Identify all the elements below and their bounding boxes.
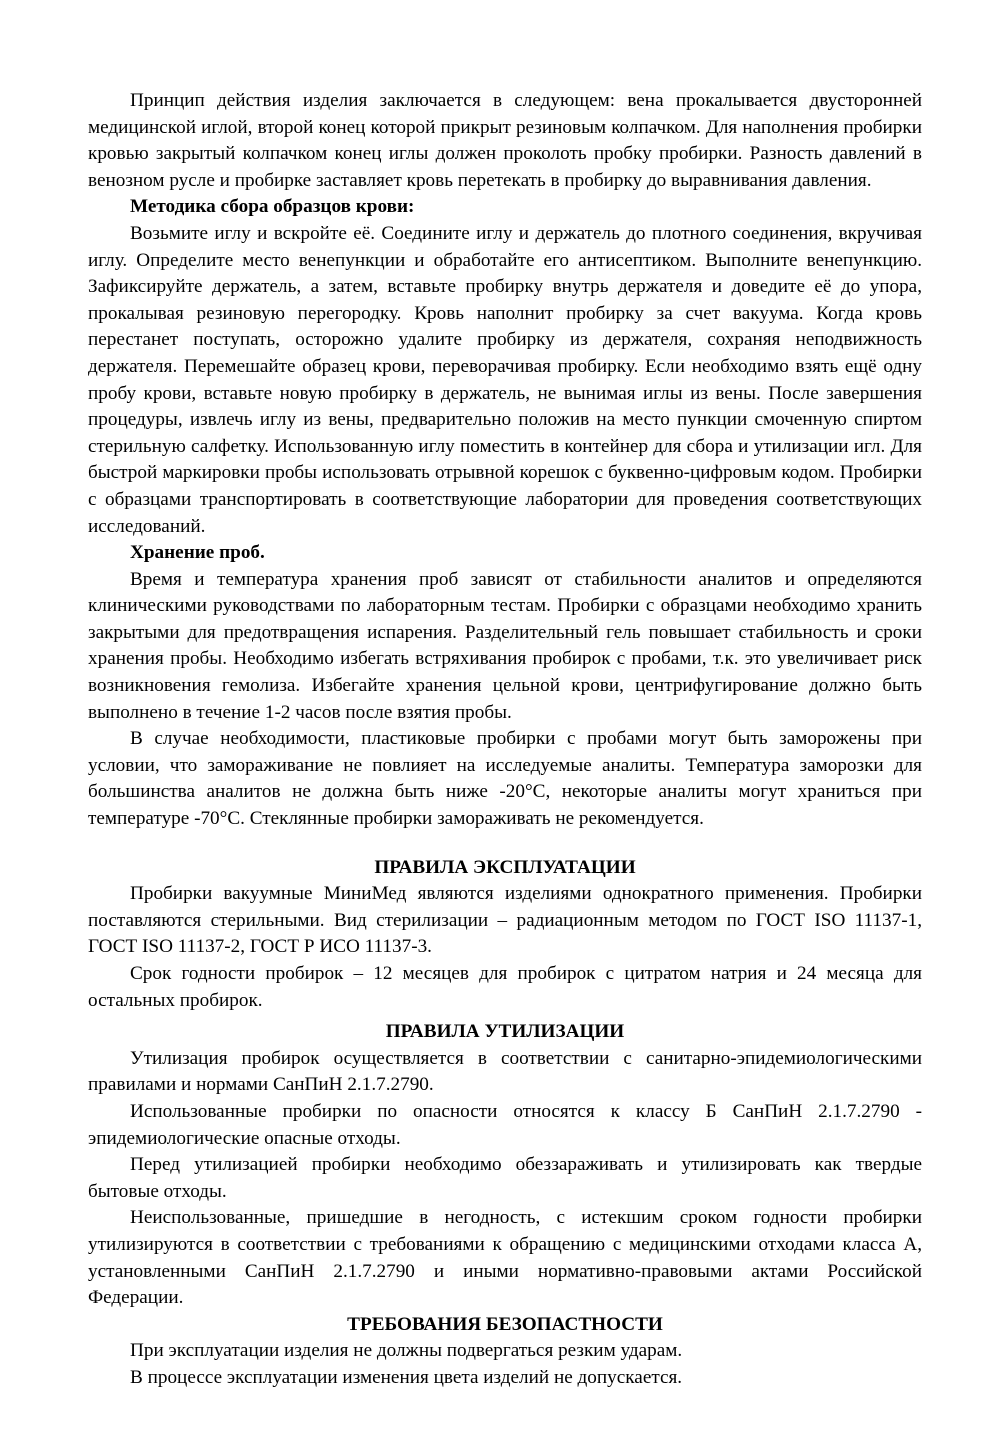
paragraph-storage-freezing: В случае необходимости, пластиковые пробирки с пробами могут быть заморожены при условии, что замораживание не повлияет на исследуемые аналиты. Температура заморозки для большинства аналитов не должна быть ниже -20°С, некоторые аналиты могут храниться при температуре -70°С. Стеклянные пробирки замораживать не рекомендуется.: [88, 728, 922, 830]
subheading-blood-sampling-method: Методика сбора образцов крови:: [130, 196, 415, 218]
paragraph-operation-shelf-life: Срок годности пробирок – 12 месяцев для пробирок с цитратом натрия и 24 месяца для остальных пробирок.: [88, 963, 922, 1011]
paragraph-principle: Принцип действия изделия заключается в следующем: вена прокалывается двусторонней медицинской иглой, второй конец которой прикрыт резиновым колпачком. Для наполнения пробирки кровью закрытый колпачком конец иглы должен проколоть пробку пробирки. Разность давлений в венозном русле и пробирке заставляет кровь перетекать в пробирку до выравнивания давления.: [88, 90, 922, 191]
paragraph-safety-impact: При эксплуатации изделия не должны подвергаться резким ударам.: [130, 1340, 683, 1362]
paragraph-blood-sampling-method: Возьмите иглу и вскройте её. Соедините иглу и держатель до плотного соединения, вкручивая иглу. Определите место венепункции и обработайте его антисептиком. Выполните венепункцию. Зафиксируйте держатель, а затем, вставьте пробирку внутрь держателя и доведите её до упора, прокалывая резиновую перегородку. Кровь наполнит пробирку за счет вакуума. Когда кровь перестанет поступать, осторожно удалите пробирку из держателя, сохраняя неподвижность держателя. Перемешайте образец крови, переворачивая пробирку. Если необходимо взять ещё одну пробу крови, вставьте новую пробирку в держатель, не вынимая иглы из вены. После завершения процедуры, извлечь иглу из вены, предварительно положив на место пункции смоченную спиртом стерильную салфетку. Использованную иглу поместить в контейнер для сбора и утилизации игл. Для быстрой маркировки пробы использовать отрывной корешок с буквенно-цифровым кодом. Пробирки с образцами транспортировать в соответствующие лаборатории для проведения соответствующих исследований.: [88, 222, 922, 537]
heading-disposal-rules: ПРАВИЛА УТИЛИЗАЦИИ: [385, 1021, 625, 1043]
paragraph-disposal-expired: Неиспользованные, пришедшие в негодность, с истекшим сроком годности пробирки утилизируются в соответствии с требованиями к обращению с медицинскими отходами класса А, установленными СанПиН 2.1.7.2790 и иными нормативно-правовыми актами Российской Федерации.: [88, 1207, 922, 1309]
paragraph-storage-conditions: Время и температура хранения проб зависят от стабильности аналитов и определяются клиническими руководствами по лабораторным тестам. Пробирки с образцами необходимо хранить закрытыми для предотвращения испарения. Разделительный гель повышает стабильность и сроки хранения пробы. Необходимо избегать встряхивания пробирок с пробами, т.к. это увеличивает риск возникновения гемолиза. Избегайте хранения цельной крови, центрифугирование должно быть выполнено в течение 1-2 часов после взятия пробы.: [88, 568, 922, 723]
paragraph-safety-color: В процессе эксплуатации изменения цвета изделий не допускается.: [130, 1366, 683, 1388]
paragraph-operation-sterilization: Пробирки вакуумные МиниМед являются изделиями однократного применения. Пробирки поставляются стерильными. Вид стерилизации – радиационным методом по ГОСТ ISO 11137-1, ГОСТ ISO 11137-2, ГОСТ Р ИСО 11137-3.: [88, 883, 922, 958]
paragraph-disposal-regulations: Утилизация пробирок осуществляется в соответствии с санитарно-эпидемиологическими правилами и нормами СанПиН 2.1.7.2790.: [88, 1047, 922, 1096]
subheading-sample-storage: Хранение проб.: [130, 542, 265, 564]
paragraph-disposal-decontamination: Перед утилизацией пробирки необходимо обеззараживать и утилизировать как твердые бытовые отходы.: [88, 1154, 922, 1202]
heading-operation-rules: ПРАВИЛА ЭКСПЛУАТАЦИИ: [374, 856, 636, 878]
heading-safety-requirements: ТРЕБОВАНИЯ БЕЗОПАСТНОСТИ: [347, 1313, 663, 1335]
paragraph-disposal-class-b: Использованные пробирки по опасности относятся к классу Б СанПиН 2.1.7.2790 - эпидемиологические опасные отходы.: [88, 1100, 922, 1149]
